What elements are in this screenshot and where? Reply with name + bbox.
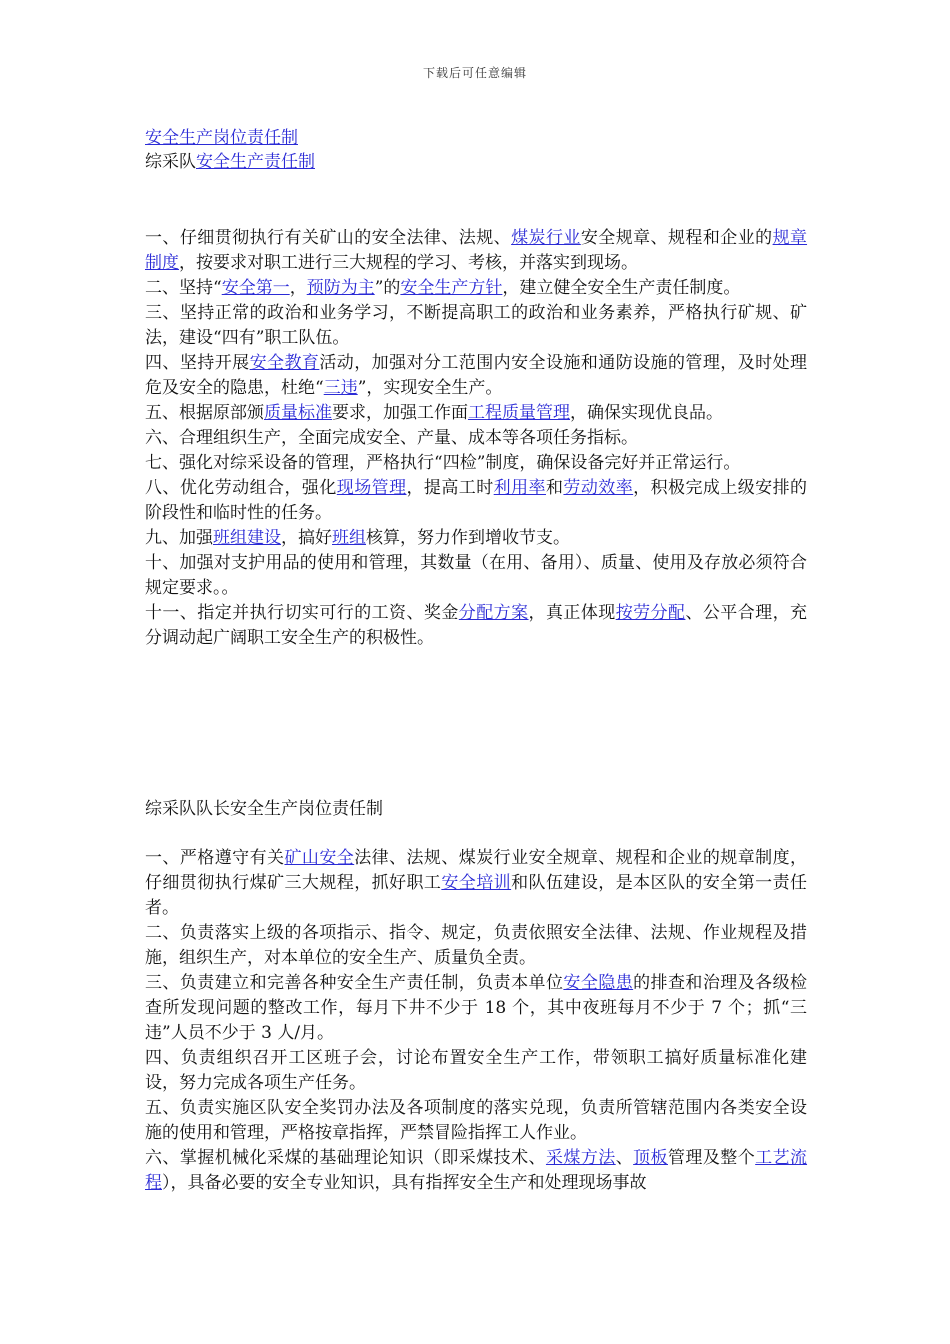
title-prefix: 综采队	[145, 152, 196, 172]
section1-paragraph	[145, 526, 807, 551]
inline-link[interactable]: 工艺流程	[145, 1148, 808, 1193]
section1-paragraph	[145, 351, 807, 401]
paragraph-text: 、公平合理，充分调动起广阔职工安全生产的积极性。	[145, 603, 808, 648]
inline-link[interactable]: 安全隐患	[563, 973, 634, 993]
title-line-2	[145, 150, 315, 174]
section1-paragraph	[145, 401, 807, 426]
section2-paragraph	[145, 1146, 807, 1196]
paragraph-text: 的排查和治理及各级检查所发现问题的整改工作，每月下井不少于 18 个，其中夜班每月不少于 7 个；抓“三违”人员不少于 3 人/月。	[145, 973, 808, 1043]
paragraph-text: 十一、指定并执行切实可行的工资、奖金	[145, 603, 459, 623]
paragraph-text: 三、负责建立和完善各种安全生产责任制，负责本单位	[145, 973, 564, 993]
title-line-1	[145, 126, 315, 150]
inline-link[interactable]: 采煤方法	[545, 1148, 616, 1168]
section2-paragraph	[145, 971, 807, 1046]
paragraph-text: 要求，加强工作面	[332, 403, 468, 423]
paragraph-text: 五、根据原部颁	[145, 403, 264, 423]
paragraph-text: ”的	[374, 278, 401, 298]
paragraph-text: 、	[615, 1148, 634, 1168]
paragraph-text: 七、强化对综采设备的管理，严格执行“四检”制度，确保设备完好并正常运行。	[145, 453, 741, 473]
paragraph-text: 二、坚持“	[145, 278, 222, 298]
inline-link[interactable]: 安全第一	[221, 278, 290, 298]
page-header: 下载后可任意编辑	[422, 66, 527, 80]
paragraph-text: ，积极完成上级安排的阶段性和临时性的任务。	[145, 478, 808, 523]
inline-link[interactable]: 利用率	[493, 478, 546, 498]
paragraph-text: 法律、法规、煤炭行业安全规章、规程和企业的规章制度，仔细贯彻执行煤矿三大规程，抓好职工	[145, 848, 808, 893]
paragraph-text: ”，实现安全生产。	[357, 378, 503, 398]
section2-paragraph	[145, 1096, 807, 1146]
inline-link[interactable]: 矿山安全	[284, 848, 355, 868]
paragraph-text: ，真正体现	[528, 603, 616, 623]
paragraph-text: 和	[545, 478, 564, 498]
inline-link[interactable]: 现场管理	[336, 478, 407, 498]
section2-paragraph	[145, 921, 807, 971]
section-2-body	[145, 846, 807, 1196]
section1-paragraph	[145, 426, 807, 451]
inline-link[interactable]: 煤炭行业	[511, 228, 581, 248]
paragraph-text: 三、坚持正常的政治和业务学习，不断提高职工的政治和业务素养，严格执行矿规、矿法，建设“四有”职工队伍。	[145, 303, 807, 348]
paragraph-text: 一、仔细贯彻执行有关矿山的安全法律、法规、	[145, 228, 512, 248]
section2-paragraph	[145, 1046, 807, 1096]
paragraph-text: 二、负责落实上级的各项指示、指令、规定，负责依照安全法律、法规、作业规程及措施，组织生产，对本单位的安全生产、质量负全责。	[145, 923, 807, 968]
inline-link[interactable]: 班组建设	[213, 528, 281, 548]
paragraph-text: ），具备必要的安全专业知识，具有指挥安全生产和处理现场事故	[162, 1173, 647, 1193]
section2-paragraph	[145, 846, 807, 921]
paragraph-text: 六、合理组织生产，全面完成安全、产量、成本等各项任务指标。	[145, 428, 638, 448]
section1-paragraph	[145, 301, 807, 351]
inline-link[interactable]: 分配方案	[458, 603, 529, 623]
paragraph-text: 八、优化劳动组合，强化	[145, 478, 337, 498]
paragraph-text: 四、负责组织召开工区班子会，讨论布置安全生产工作，带领职工搞好质量标准化建设，努力完成各项生产任务。	[145, 1048, 807, 1093]
inline-link[interactable]: 工程质量管理	[468, 403, 570, 423]
paragraph-text: 九、加强	[145, 528, 213, 548]
section1-paragraph	[145, 601, 807, 651]
section1-paragraph	[145, 226, 807, 276]
inline-link[interactable]: 顶板	[633, 1148, 668, 1168]
paragraph-text: 六、掌握机械化采煤的基础理论知识（即采煤技术、	[145, 1148, 546, 1168]
section1-paragraph	[145, 476, 807, 526]
paragraph-text: ，建立健全安全生产责任制度。	[502, 278, 741, 298]
section-2	[145, 797, 807, 1196]
paragraph-text: 和队伍建设，是本区队的安全第一责任者。	[145, 873, 808, 918]
paragraph-text: ，搞好	[281, 528, 332, 548]
paragraph-text: 活动，加强对分工范围内安全设施和通防设施的管理，及时处理危及安全的隐患，杜绝“	[145, 353, 808, 398]
section1-paragraph	[145, 551, 807, 601]
inline-link[interactable]: 安全教育	[249, 353, 320, 373]
title-block	[145, 126, 315, 174]
inline-link[interactable]: 班组	[332, 528, 366, 548]
paragraph-text: 安全规章、规程和企业的	[580, 228, 773, 248]
inline-link[interactable]: 预防为主	[306, 278, 375, 298]
paragraph-text: 五、负责实施区队安全奖罚办法及各项制度的落实兑现，负责所管辖范围内各类安全设施的使用和管理，严格按章指挥，严禁冒险指挥工人作业。	[145, 1098, 807, 1143]
paragraph-text: 十、加强对支护用品的使用和管理，其数量（在用、备用）、质量、使用及存放必须符合规定要求。。	[145, 553, 807, 598]
title-link-1[interactable]: 安全生产岗位责任制	[145, 128, 298, 148]
paragraph-text: 管理及整个	[668, 1148, 756, 1168]
inline-link[interactable]: 规章制度	[145, 228, 808, 273]
section-2-title: 综采队队长安全生产岗位责任制	[145, 799, 383, 819]
paragraph-text: 四、坚持开展	[145, 353, 250, 373]
paragraph-text: ，	[289, 278, 307, 298]
section-1-body	[145, 226, 807, 651]
inline-link[interactable]: 质量标准	[264, 403, 332, 423]
section1-paragraph	[145, 276, 807, 301]
paragraph-text: ，确保实现优良品。	[570, 403, 723, 423]
section1-paragraph	[145, 451, 807, 476]
paragraph-text: 一、严格遵守有关	[145, 848, 285, 868]
inline-link[interactable]: 三违	[323, 378, 358, 398]
title-link-2[interactable]: 安全生产责任制	[196, 152, 315, 172]
paragraph-text: ，提高工时	[406, 478, 494, 498]
inline-link[interactable]: 安全培训	[441, 873, 512, 893]
paragraph-text: ，按要求对职工进行三大规程的学习、考核，并落实到现场。	[179, 253, 638, 273]
paragraph-text: 核算，努力作到增收节支。	[366, 528, 570, 548]
inline-link[interactable]: 安全生产方针	[400, 278, 503, 298]
inline-link[interactable]: 按劳分配	[615, 603, 686, 623]
inline-link[interactable]: 劳动效率	[563, 478, 634, 498]
